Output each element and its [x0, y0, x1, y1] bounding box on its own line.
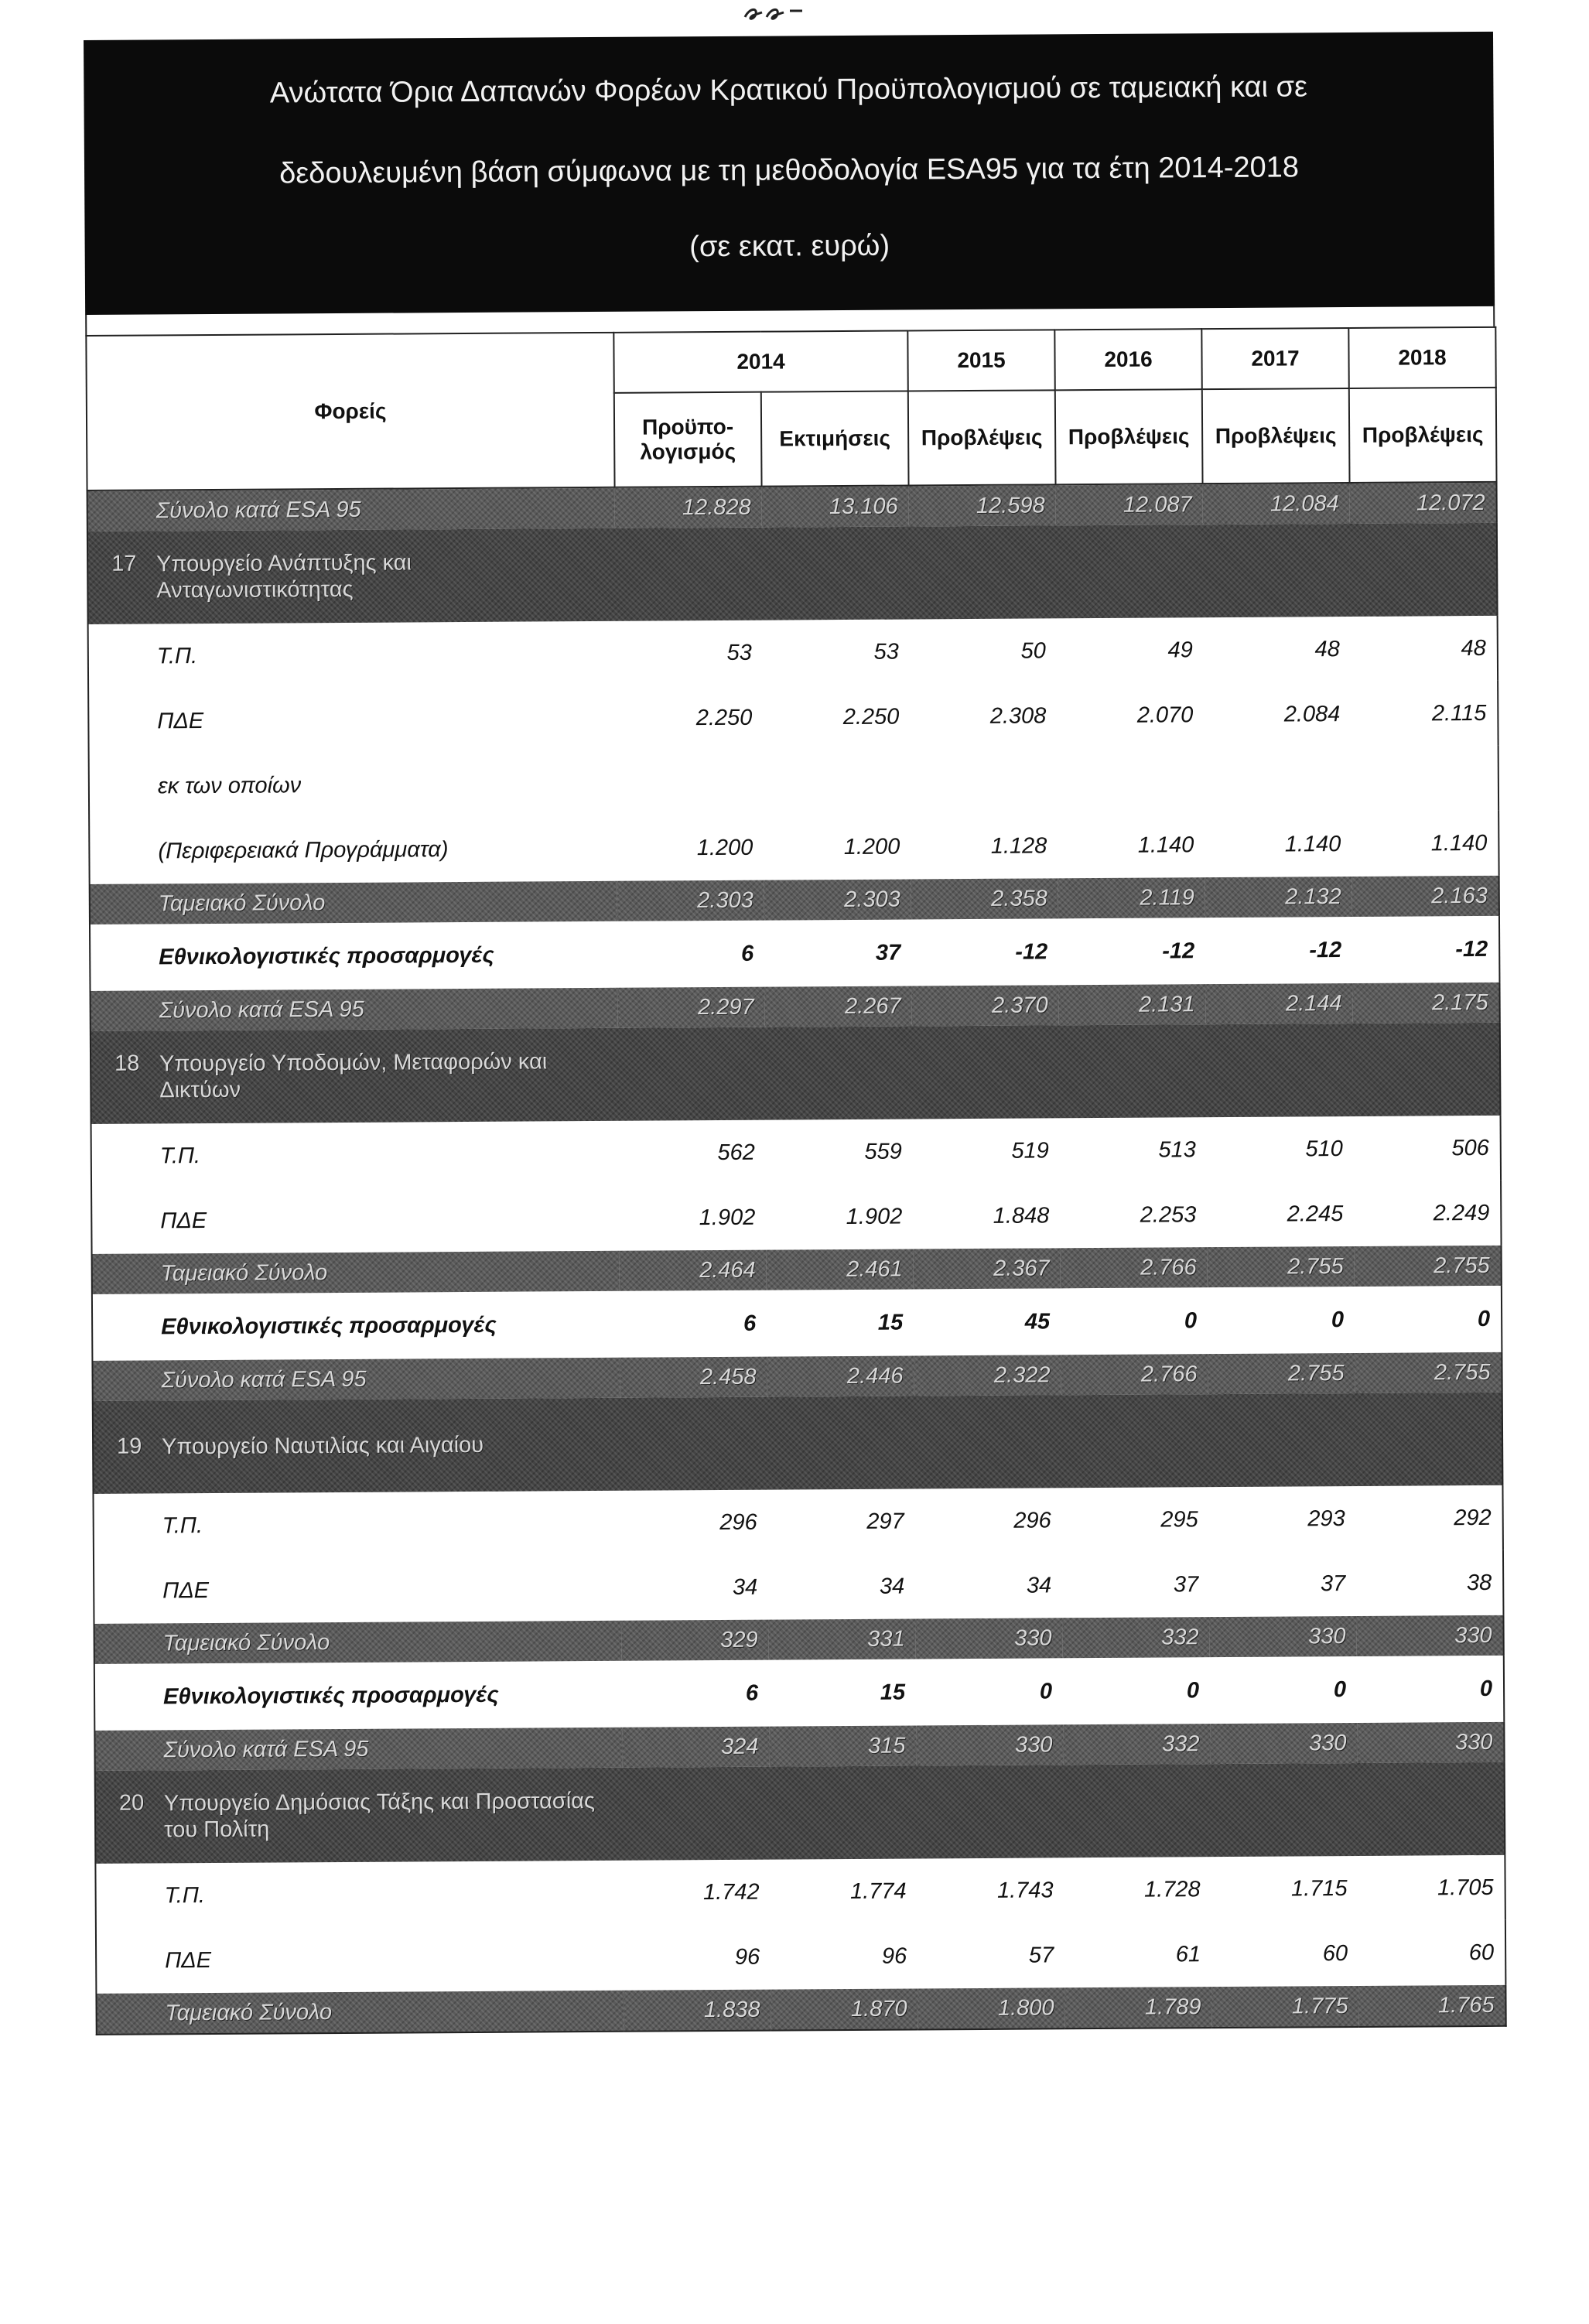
value-cell: 2.115 — [1431, 700, 1487, 726]
value-cell: 2.253 — [1140, 1201, 1197, 1228]
value-cell: 12.084 — [1203, 484, 1350, 525]
value-cell: 2.267 — [764, 986, 911, 1027]
value-cell: 2.766 — [1061, 1354, 1208, 1395]
value-cell: 315 — [769, 1725, 916, 1766]
ministry-name: Υπουργείο Υποδομών, Μεταφορών και Δικτύων — [159, 1049, 548, 1103]
row-label: Σύνολο κατά ESA 95 — [92, 1358, 620, 1401]
value-cell: 12.072 — [1350, 483, 1497, 524]
header-sub-forecast-2015: Προβλέψεις — [908, 390, 1056, 485]
table-row-sub — [93, 1485, 1502, 1559]
table-row-ministry — [91, 1023, 1501, 1124]
value-cell: 6 — [740, 941, 754, 966]
row-label: Σύνολο κατά ESA 95 — [94, 1728, 622, 1771]
value-cell: 2.322 — [914, 1355, 1061, 1396]
value-cell: 37 — [1320, 1570, 1346, 1596]
value-cell: 2.755 — [1355, 1246, 1502, 1287]
value-cell: 34 — [1026, 1572, 1052, 1598]
value-cell: -12 — [1455, 936, 1488, 962]
value-cell: -12 — [1309, 937, 1342, 962]
value-cell: 330 — [915, 1618, 1062, 1659]
value-cell: 37 — [1173, 1571, 1199, 1597]
value-cell: 559 — [864, 1139, 902, 1164]
value-cell: 2.297 — [617, 987, 764, 1028]
value-cell: 1.789 — [1064, 1987, 1211, 2028]
ministry-name: Υπουργείο Ναυτιλίας και Αιγαίου — [162, 1432, 484, 1460]
header-sub-forecast-2018: Προβλέψεις — [1349, 388, 1497, 483]
table-row-sub — [88, 681, 1498, 754]
ministry-heading — [87, 523, 1498, 624]
value-cell: 49 — [1167, 637, 1193, 662]
value-cell: 332 — [1062, 1617, 1209, 1658]
row-label: Εθνικολογιστικές προσαρμογές — [162, 1682, 499, 1709]
row-label: Σύνολο κατά ESA 95 — [91, 988, 618, 1031]
row-label: Ταμειακό Σύνολο — [94, 1621, 622, 1664]
table-row-ministry — [87, 523, 1498, 624]
value-cell: 2.461 — [767, 1249, 914, 1290]
value-cell: 330 — [1209, 1616, 1356, 1657]
ministry-heading — [95, 1762, 1505, 1864]
value-cell: 15 — [877, 1310, 904, 1335]
value-cell: 1.728 — [1143, 1876, 1201, 1902]
value-cell: 296 — [719, 1509, 757, 1535]
row-label: Ταμειακό Σύνολο — [96, 1991, 624, 2035]
table-body — [87, 483, 1507, 2035]
value-cell: 1.200 — [843, 834, 900, 860]
table-row-sub — [91, 1181, 1501, 1254]
row-label: ΠΔΕ — [160, 1208, 207, 1233]
value-cell: 48 — [1461, 635, 1486, 661]
row-label: Σύνολο κατά ESA 95 — [87, 488, 615, 531]
value-cell: 48 — [1314, 636, 1340, 661]
ministry-heading — [91, 1023, 1501, 1124]
ministry-number: 19 — [117, 1434, 142, 1459]
table-row-sub — [95, 1855, 1505, 1929]
header-sub-forecast-2016: Προβλέψεις — [1055, 389, 1203, 484]
value-cell: 331 — [768, 1618, 915, 1659]
row-label: ΠΔΕ — [162, 1577, 210, 1603]
header-entity-label: Φορείς — [86, 333, 614, 490]
header-year-2018: 2018 — [1348, 327, 1495, 388]
document-page — [84, 32, 1505, 2035]
value-cell: 13.106 — [762, 486, 909, 527]
value-cell: 2.144 — [1205, 983, 1352, 1024]
value-cell: 510 — [1305, 1136, 1343, 1161]
value-cell: 57 — [1028, 1942, 1054, 1968]
value-cell: 2.250 — [695, 705, 753, 730]
row-label: Εθνικολογιστικές προσαρμογές — [161, 1312, 497, 1339]
row-label: Τ.Π. — [162, 1512, 203, 1538]
value-cell: 53 — [873, 639, 899, 665]
value-cell: 332 — [1063, 1724, 1210, 1765]
ministry-number: 18 — [114, 1051, 140, 1076]
value-cell: 34 — [879, 1574, 905, 1599]
value-cell: 1.774 — [849, 1878, 907, 1904]
row-label: Τ.Π. — [164, 1882, 205, 1908]
value-cell: 330 — [1357, 1722, 1504, 1763]
value-cell: 34 — [732, 1574, 758, 1600]
value-cell: 2.250 — [842, 704, 900, 730]
value-cell: 1.140 — [1284, 831, 1341, 857]
value-cell: 2.766 — [1061, 1247, 1208, 1288]
table-row-sub — [89, 811, 1498, 884]
value-cell: 12.598 — [909, 485, 1056, 526]
value-cell: 0 — [1184, 1307, 1198, 1333]
value-cell: 2.131 — [1058, 984, 1205, 1025]
value-cell: 1.140 — [1137, 832, 1194, 858]
table-row-sub — [88, 616, 1498, 689]
value-cell: 0 — [1333, 1676, 1347, 1702]
value-cell: 61 — [1175, 1941, 1201, 1967]
value-cell: -12 — [1015, 938, 1048, 965]
table-row-adj — [90, 916, 1499, 991]
title-line-1: Ανώτατα Όρια Δαπανών Φορέων Κρατικού Προϋπολογισμού σε ταμειακή και σε — [269, 70, 1308, 110]
value-cell: 6 — [743, 1311, 757, 1336]
value-cell: -12 — [1162, 938, 1195, 964]
value-cell: 296 — [1013, 1507, 1051, 1533]
table-row-sub — [94, 1550, 1503, 1624]
value-cell: 2.249 — [1433, 1200, 1490, 1225]
value-cell: 1.902 — [846, 1204, 903, 1229]
row-label: Τ.Π. — [156, 643, 198, 668]
table-row-ministry — [95, 1762, 1505, 1864]
value-cell: 2.084 — [1283, 701, 1341, 727]
value-cell: 2.303 — [764, 879, 911, 920]
value-cell: 1.128 — [990, 832, 1047, 859]
value-cell: 96 — [881, 1943, 907, 1969]
value-cell: 1.705 — [1437, 1875, 1494, 1900]
table-row-adj — [94, 1656, 1504, 1731]
value-cell: 330 — [1356, 1615, 1503, 1656]
value-cell: 6 — [745, 1680, 759, 1706]
value-cell: 1.743 — [996, 1877, 1054, 1903]
row-label: Τ.Π. — [159, 1143, 201, 1168]
value-cell: 1.715 — [1290, 1875, 1348, 1902]
value-cell: 2.367 — [914, 1248, 1061, 1289]
title-banner — [84, 32, 1495, 315]
value-cell: 0 — [1477, 1306, 1491, 1331]
table-row-sub — [91, 1116, 1501, 1189]
ministry-heading — [93, 1393, 1503, 1494]
value-cell: 562 — [717, 1140, 755, 1165]
value-cell: 0 — [1186, 1677, 1200, 1703]
ministry-name: Υπουργείο Ανάπτυξης και Ανταγωνιστικότητας — [156, 550, 412, 603]
value-cell: 60 — [1322, 1940, 1348, 1966]
value-cell: 2.132 — [1205, 877, 1352, 918]
value-cell: 2.755 — [1355, 1352, 1502, 1393]
title-line-2: δεδουλευμένη βάση σύμφωνα με τη μεθοδολογία ESA95 για τα έτη 2014-2018 — [279, 151, 1300, 190]
header-year-2017: 2017 — [1201, 328, 1348, 389]
header-sub-forecast-2017: Προβλέψεις — [1202, 388, 1350, 484]
value-cell: 2.755 — [1208, 1353, 1355, 1394]
table-row-ministry — [93, 1393, 1503, 1494]
value-cell: 1.775 — [1211, 1986, 1358, 2028]
value-cell: 2.358 — [911, 878, 1058, 919]
value-cell: 60 — [1468, 1940, 1495, 1965]
value-cell: 1.140 — [1430, 830, 1488, 856]
row-label: ΠΔΕ — [165, 1947, 212, 1973]
value-cell: 324 — [622, 1727, 769, 1768]
value-cell: 1.848 — [993, 1202, 1050, 1229]
value-cell: 15 — [880, 1680, 906, 1705]
header-year-2014: 2014 — [613, 330, 907, 392]
value-cell: 330 — [1210, 1723, 1357, 1764]
value-cell: 519 — [1011, 1137, 1049, 1164]
header-year-2015: 2015 — [907, 330, 1054, 391]
value-cell: 50 — [1020, 637, 1046, 664]
value-cell: 506 — [1451, 1135, 1489, 1160]
value-cell: 96 — [734, 1944, 760, 1970]
value-cell: 2.308 — [989, 702, 1047, 729]
value-cell: 1.742 — [702, 1879, 760, 1905]
title-units: (σε εκατ. ευρώ) — [689, 229, 890, 264]
value-cell: 1.870 — [771, 1988, 918, 2030]
value-cell: 330 — [916, 1724, 1063, 1765]
ministry-number: 20 — [118, 1790, 145, 1816]
table-row-shade — [96, 1985, 1505, 2035]
row-label: Ταμειακό Σύνολο — [90, 881, 617, 924]
table-row-note — [89, 746, 1498, 819]
header-year-2016: 2016 — [1054, 329, 1201, 390]
value-cell: 2.119 — [1058, 877, 1205, 918]
value-cell: 2.070 — [1136, 702, 1194, 728]
value-cell: 292 — [1454, 1505, 1492, 1530]
value-cell: 12.087 — [1056, 484, 1203, 525]
value-cell: 38 — [1466, 1570, 1492, 1595]
value-cell: 2.245 — [1287, 1201, 1344, 1227]
handwritten-page-mark — [739, 0, 832, 23]
value-cell: 1.902 — [699, 1205, 756, 1230]
value-cell: 2.458 — [620, 1357, 767, 1398]
row-label: εκ των οποίων — [157, 772, 302, 798]
value-cell: 329 — [621, 1620, 768, 1661]
table-header — [85, 326, 1497, 491]
value-cell: 513 — [1158, 1136, 1196, 1163]
ministry-number: 17 — [111, 551, 137, 576]
value-cell: 12.828 — [615, 487, 762, 528]
value-cell: 1.765 — [1358, 1985, 1505, 2027]
row-label: Εθνικολογιστικές προσαρμογές — [159, 942, 494, 969]
value-cell: 0 — [1331, 1307, 1345, 1332]
value-cell: 1.800 — [918, 1987, 1064, 2029]
value-cell: 2.163 — [1352, 876, 1499, 917]
value-cell: 0 — [1479, 1676, 1493, 1701]
value-cell: 53 — [726, 640, 752, 665]
row-label: (Περιφερειακά Προγράμματα) — [158, 836, 449, 863]
header-sub-budget: Προϋπο-λογισμός — [614, 392, 762, 487]
value-cell: 2.175 — [1352, 983, 1499, 1024]
value-cell: 45 — [1024, 1308, 1051, 1335]
value-cell: 0 — [1039, 1678, 1053, 1704]
value-cell: 1.838 — [624, 1990, 771, 2032]
row-label: ΠΔΕ — [157, 708, 204, 733]
value-cell: 2.755 — [1208, 1246, 1355, 1287]
value-cell: 293 — [1307, 1505, 1345, 1531]
value-cell: 295 — [1160, 1506, 1198, 1533]
header-sub-estimates: Εκτιμήσεις — [761, 391, 909, 486]
value-cell: 2.370 — [911, 985, 1058, 1026]
value-cell: 2.303 — [617, 880, 764, 921]
value-cell: 2.464 — [620, 1250, 767, 1291]
table-row-adj — [92, 1286, 1502, 1361]
row-label: Ταμειακό Σύνολο — [92, 1251, 620, 1294]
value-cell: 2.446 — [767, 1355, 914, 1396]
value-cell: 297 — [866, 1509, 904, 1534]
ministry-name: Υπουργείο Δημόσιας Τάξης και Προστασίας του Πολίτη — [163, 1789, 596, 1843]
value-cell: 37 — [875, 940, 901, 965]
value-cell: 1.200 — [696, 835, 753, 860]
table-row-sub — [96, 1920, 1505, 1994]
